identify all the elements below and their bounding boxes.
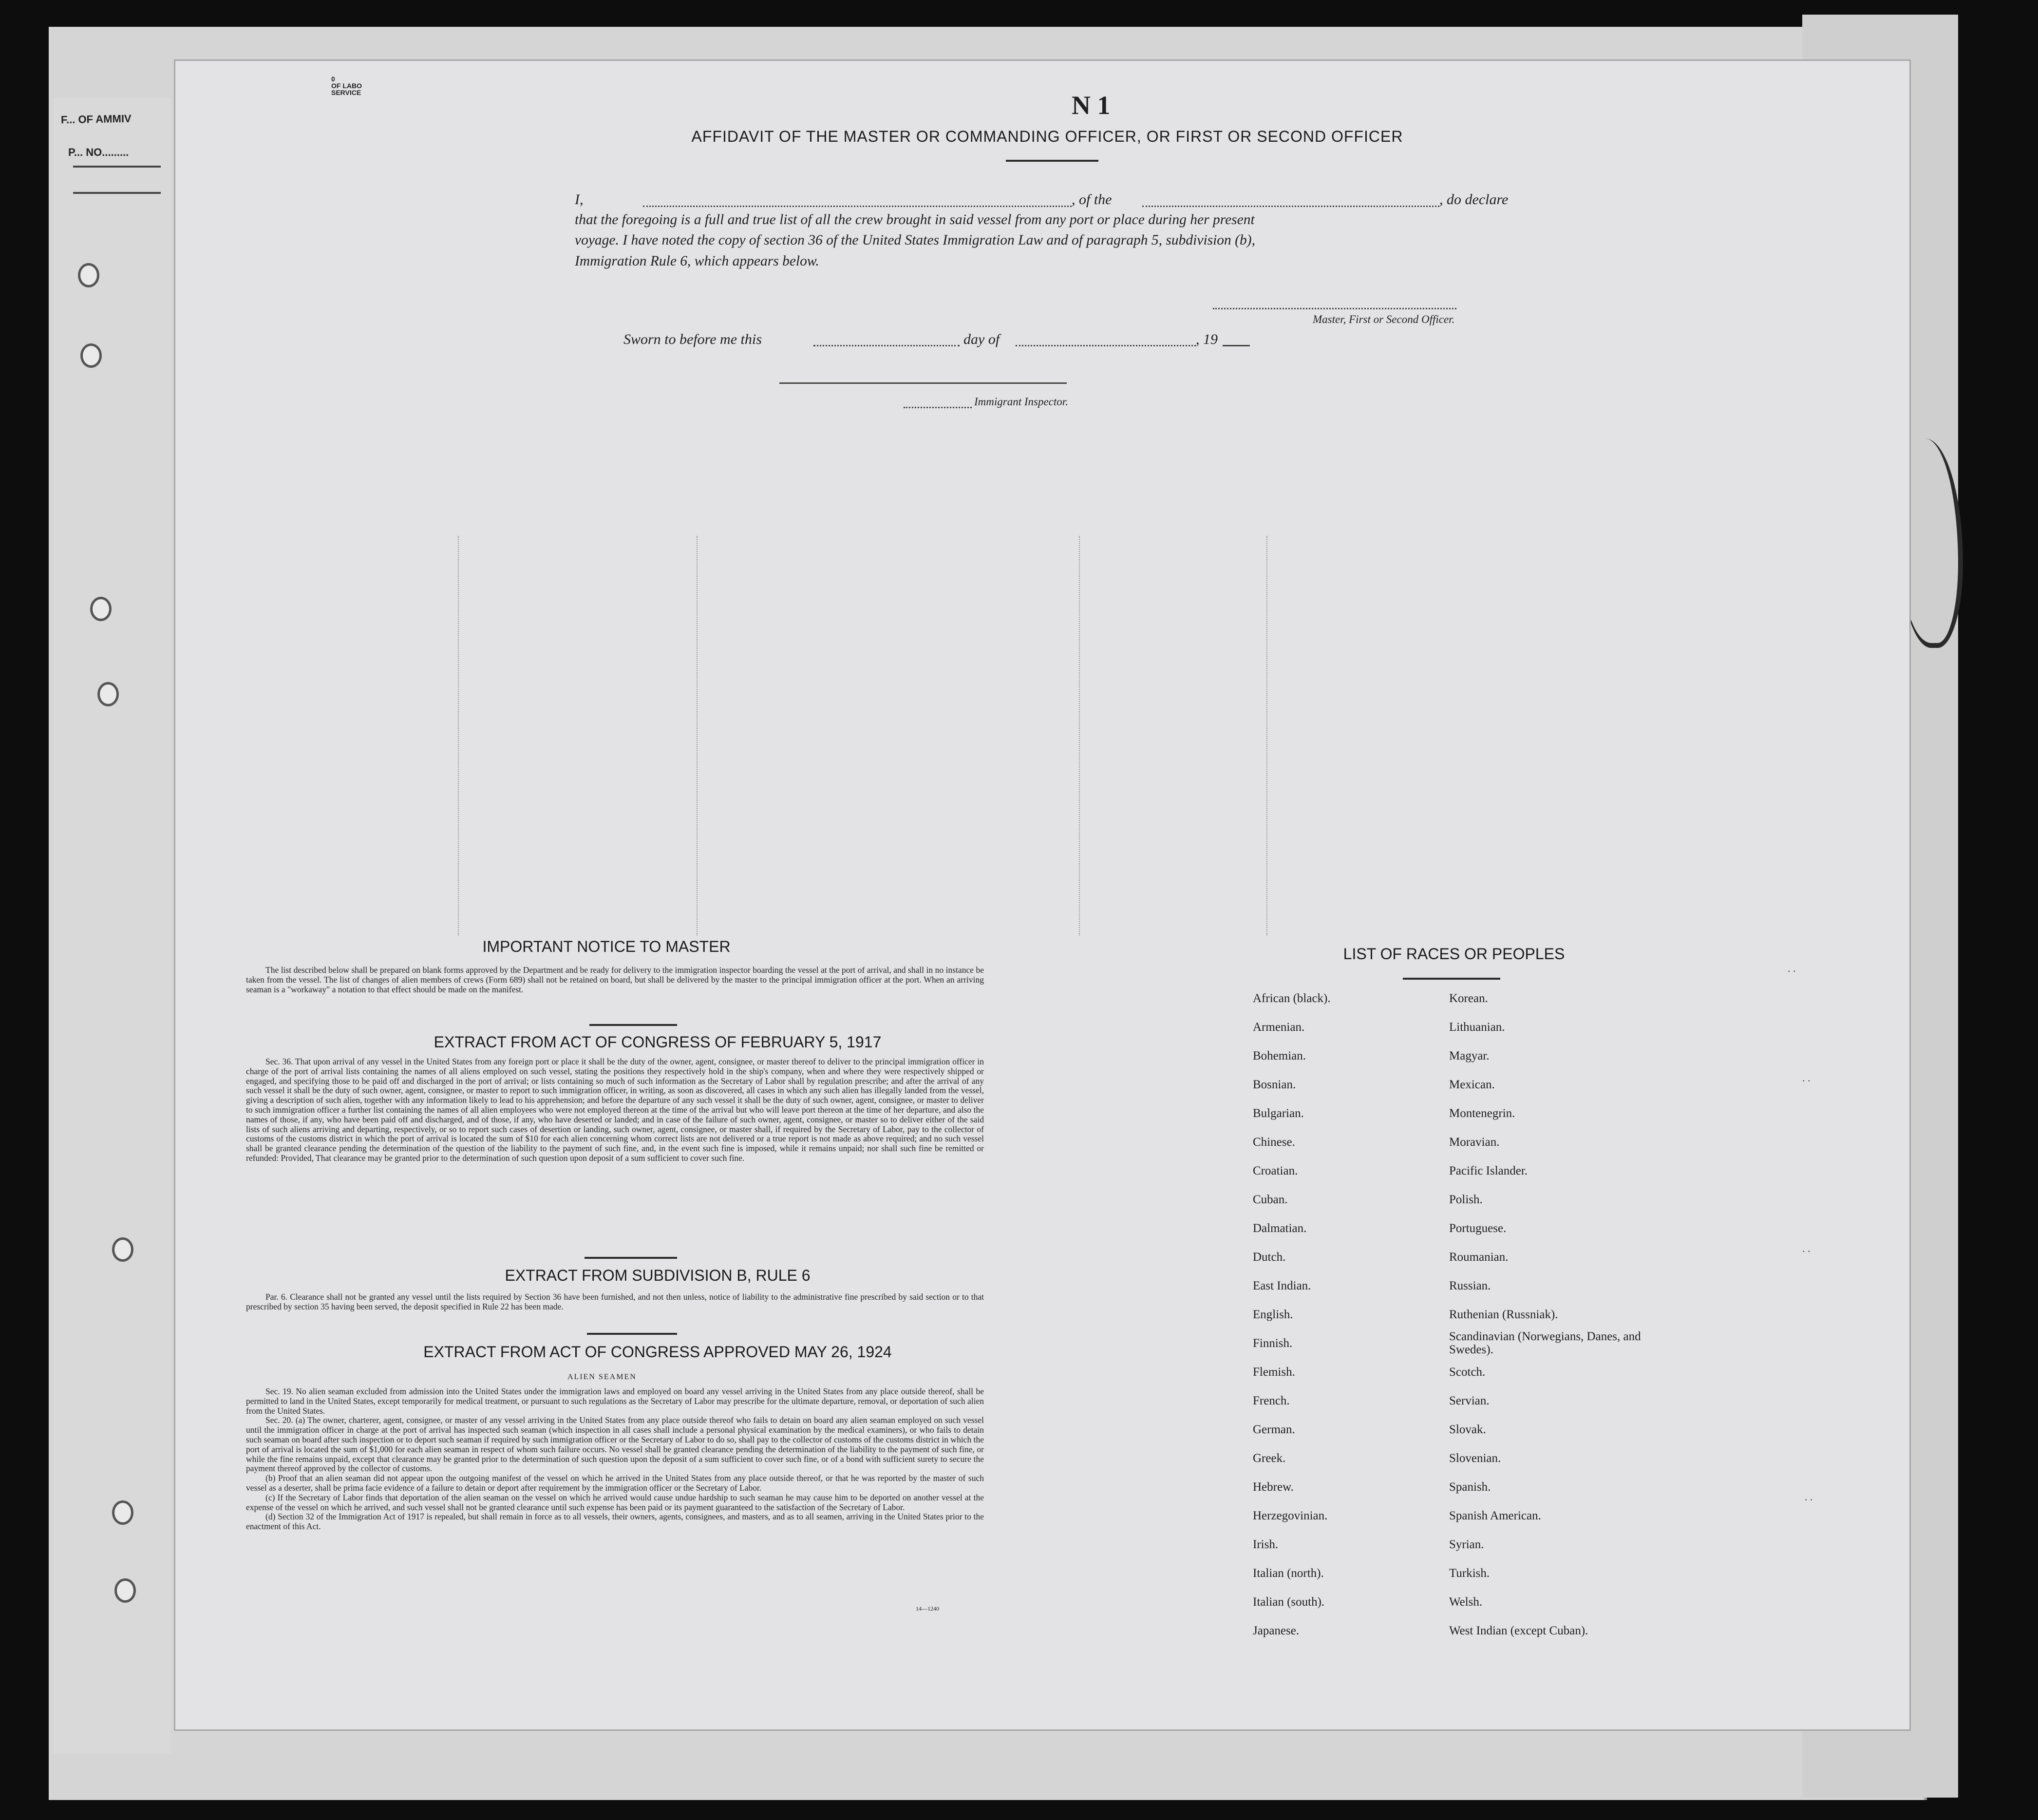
document-number: N 1 [1072,91,1111,120]
extract-1924-paragraph: Sec. 19. No alien seaman excluded from admission into the United States under the immigration laws and employed on board any vessel arriving in the United States from any place outside thereof, shall be permitted to land in the United States, except temporarily for medical treatment, or pursuant to such regulations as the Secretary of Labor may prescribe for the ultimate departure, removal, or deportation of such alien from the United States. [246,1386,984,1416]
race-entry: Syrian. [1449,1538,1484,1551]
margin-mark: . . [1788,962,1796,974]
sworn-label: Sworn to before me this [623,331,762,347]
race-entry: Ruthenian (Russniak). [1449,1308,1558,1321]
race-entry: Servian. [1449,1394,1490,1407]
race-entry: German. [1253,1423,1295,1436]
race-entry: Bohemian. [1253,1049,1306,1062]
left-margin-strip [54,97,170,1754]
name-blank[interactable] [643,206,1072,207]
day-of-label: day of [963,331,1000,347]
race-entry: Greek. [1253,1452,1286,1465]
race-entry: Polish. [1449,1193,1483,1206]
race-entry: Pacific Islander. [1449,1164,1528,1177]
race-entry: Croatian. [1253,1164,1298,1177]
inspector-caption: Immigrant Inspector. [974,396,1068,408]
race-entry: Herzegovinian. [1253,1509,1328,1522]
section-divider [589,1024,677,1026]
sworn-month-blank[interactable] [1016,345,1196,346]
punch-hole [112,1237,133,1262]
race-entry: African (black). [1253,992,1331,1005]
race-entry: Bulgarian. [1253,1107,1304,1120]
rule6-text: Par. 6. Clearance shall not be granted any vessel until the lists required by Section 36 have been furnished, and not then unless, notice of liability to the administrative fine prescribed by said section or to that prescribed by section 35 having been served, the deposit specified in Rule 22 has been made. [246,1292,984,1311]
race-entry: Mexican. [1449,1078,1495,1091]
port-stamp-box [73,166,161,194]
race-entry: Armenian. [1253,1021,1305,1034]
notice-title: IMPORTANT NOTICE TO MASTER [482,938,731,955]
race-entry: Bosnian. [1253,1078,1296,1091]
section-divider [587,1333,677,1335]
punch-hole [114,1578,136,1603]
vessel-blank[interactable] [1142,206,1439,207]
race-entry: Cuban. [1253,1193,1288,1206]
punch-hole [90,597,112,621]
extract-1924-paragraph: Sec. 20. (a) The owner, charterer, agent, consignee, or master of any vessel arriving in the United States from any place outside thereof who fails to detain on board any alien seaman employed on such vessel until the immigration officer in charge at the port of arrival has inspected such seaman (which inspection in all cases shall include a personal physical examination by the medical examiners), or who fails to detain such seaman on board after such inspection or to deport such seaman if required by such immigration officer or the Secretary of Labor to do so, shall pay to the collector of customs of the customs district in which the port of arrival is located the sum of $1,000 for each alien seaman in respect of whom such failure occurs. No vessel shall be granted clearance pending the determination of the liability to the payment of such fine, or while the fine remains unpaid, except that clearance may be granted prior to the determination of such question upon the deposit of a sum sufficient to cover such fine, or of a bond with sufficient surety to secure the payment thereof approved by the collector of customs. [246,1415,984,1474]
port-stamp-line1: F... OF AMMIV [60,112,132,126]
race-entry: Flemish. [1253,1365,1295,1379]
race-entry: Scotch. [1449,1365,1486,1379]
race-entry: Russian. [1449,1279,1491,1292]
race-entry: Irish. [1253,1538,1279,1551]
margin-mark: . . [1805,1491,1813,1503]
column-guide [458,536,459,935]
race-entry: Spanish American. [1449,1509,1541,1522]
rule6-title: EXTRACT FROM SUBDIVISION B, RULE 6 [505,1267,811,1284]
race-entry: Italian (south). [1253,1595,1325,1609]
section-divider [585,1257,677,1259]
race-entry: Montenegrin. [1449,1107,1515,1120]
column-guide [697,536,698,935]
race-entry: Finnish. [1253,1337,1293,1350]
department-stamp-line: OF LABO [331,82,362,90]
race-entry: Korean. [1449,992,1488,1005]
affidavit-title: AFFIDAVIT OF THE MASTER OR COMMANDING OFFICER, OR FIRST OR SECOND OFFICER [691,128,1403,145]
punch-hole [80,343,102,368]
title-divider [1006,160,1098,162]
year-label: , 19 [1196,331,1218,347]
extract-1917-text: Sec. 36. That upon arrival of any vessel in the United States from any foreign port or place it shall be the duty of the owner, agent, consignee, or master thereof to deliver to the principal immigration officer in charge of the port of arrival lists containing the names of all aliens employed on such vessel, stating the positions they respectively hold in the ship's company, when and where they were respectively shipped or engaged, and specifying those to be paid off and discharged in the port of arrival; or lists containing so much of such information as the Secretary of Labor shall by regulation prescribe; and after the arrival of any such vessel it shall be the duty of such owner, agent, consignee, or master to report to such immigration officer, in writing, as soon as discovered, all cases in which any such alien has illegally landed from the vessel, giving a description of such alien, together with any information likely to lead to his apprehension; and before the departure of any such vessel it shall be the duty of such owner, agent, consignee, or master to deliver to such immigration officer a further list containing the names of all alien employees who were not employed thereon at the time of the arrival but who will leave port thereon at the time of her departure, and also the names of those, if any, who have been paid off and discharged, and of those, if any, who have deserted or landed; and in case of the failure of such owner, agent, consignee, or master so to deliver either of the said lists of such aliens arriving and departing, respectively, or so to report such cases of desertion or landing, such owner, agent, consignee, or master shall, if required by the Secretary of Labor, pay to the collector of customs of the customs district in which the port of arrival is located the sum of $10 for each alien concerning whom correct lists are not delivered or a true report is not made as above required; and no such vessel shall be granted clearance pending the determination of the question of the liability to the payment of such fine, and, in the event such fine is imposed, while it remains unpaid; nor shall such fine be remitted or refunded: Provided, That clearance may be granted prior to the determination of such question upon deposit of a sum sufficient to cover such fine. [246,1057,984,1163]
extract-1924-body [246,1387,984,1532]
race-entry: Dalmatian. [1253,1222,1307,1235]
extract-1924-title: EXTRACT FROM ACT OF CONGRESS APPROVED MAY 26, 1924 [423,1343,892,1361]
races-divider [1403,978,1500,980]
extract-1924-paragraph: (c) If the Secretary of Labor finds that deportation of the alien seaman on the vessel on which he arrived would cause undue hardship to such seaman he may cause him to be deported on another vessel at the expense of the vessel on which he arrived, and such vessel shall not be granted clearance until such expense has been paid or its payment guaranteed to the satisfaction of the Secretary of Labor. [246,1492,984,1512]
race-entry: French. [1253,1394,1290,1407]
port-stamp-line2: P... NO......... [68,146,129,158]
extract-1917-title: EXTRACT FROM ACT OF CONGRESS OF FEBRUARY 5, 1917 [434,1033,882,1051]
race-entry: Spanish. [1449,1480,1491,1494]
column-guide [1266,536,1267,935]
race-entry: Italian (north). [1253,1567,1324,1580]
race-entry: Moravian. [1449,1136,1500,1149]
punch-hole [97,682,119,706]
extract-1924-paragraph: (b) Proof that an alien seaman did not appear upon the outgoing manifest of the vessel on which he arrived in the United States from any place outside thereof, or that he was reported by the master of such vessel as a deserter, shall be prima facie evidence of a failure to detain or deport after requirement by the immigration officer or the Secretary of Labor. [246,1473,984,1493]
inspector-signature-blank[interactable] [779,382,1067,384]
i-label: I, [575,191,584,208]
year-blank[interactable] [1223,345,1250,346]
race-entry: Magyar. [1449,1049,1490,1062]
race-entry: Hebrew. [1253,1480,1294,1494]
race-entry: Dutch. [1253,1251,1286,1264]
race-entry: Slovenian. [1449,1452,1501,1465]
inspector-dotted [904,407,972,408]
alien-seamen-subtitle: ALIEN SEAMEN [567,1373,637,1381]
race-entry: Lithuanian. [1449,1021,1505,1034]
officer-signature-blank[interactable] [1213,308,1456,309]
margin-mark: . . [1802,1072,1811,1084]
race-entry: West Indian (except Cuban). [1449,1624,1588,1637]
race-entry: East Indian. [1253,1279,1311,1292]
extract-1924-paragraph: (d) Section 32 of the Immigration Act of 1917 is repealed, but shall remain in force as to all vessels, their owners, agents, consignees, and masters, and as to all seamen, arriving in the United States prior to the enactment of this Act. [246,1512,984,1532]
races-title: LIST OF RACES OR PEOPLES [1343,945,1565,963]
punch-hole [112,1500,133,1525]
do-declare-label: , do declare [1439,191,1509,208]
affidavit-line-2: that the foregoing is a full and true list of all the crew brought in said vessel from any port or place during her present [575,212,1255,228]
margin-mark: . . [1802,1242,1811,1254]
officer-caption: Master, First or Second Officer. [1313,313,1455,325]
affidavit-line-3: voyage. I have noted the copy of section 36 of the United States Immigration Law and of paragraph 5, subdivision (b), [575,232,1255,248]
race-entry: Welsh. [1449,1595,1483,1609]
race-entry: Turkish. [1449,1567,1490,1580]
race-entry: Portuguese. [1449,1222,1507,1235]
notice-text: The list described below shall be prepared on blank forms approved by the Department and be ready for delivery to the immigration inspector boarding the vessel at the port of arrival, and shall in no instance be taken from the vessel. The list of changes of alien members of crews (Form 689) shall not be retained on board, but shall be delivered by the master to the principal immigration officer at the port. When an arriving seaman is a "workaway" a notation to that effect should be made on the manifest. [246,965,984,994]
of-the-label: , of the [1072,191,1112,208]
race-entry: English. [1253,1308,1293,1321]
punch-hole [78,263,99,287]
sworn-day-blank[interactable] [813,345,960,346]
race-entry: Scandinavian (Norwegians, Danes, and Swedes). [1449,1330,1641,1356]
race-entry: Slovak. [1449,1423,1486,1436]
department-stamp [331,76,362,96]
column-guide [1079,536,1080,935]
form-number: 14—1240 [916,1605,939,1612]
affidavit-line-4: Immigration Rule 6, which appears below. [575,253,819,269]
race-entry: Japanese. [1253,1624,1300,1637]
department-stamp-line: 0 [331,75,335,83]
race-entry: Roumanian. [1449,1251,1509,1264]
department-stamp-line: SERVICE [331,89,361,96]
race-entry: Chinese. [1253,1136,1295,1149]
